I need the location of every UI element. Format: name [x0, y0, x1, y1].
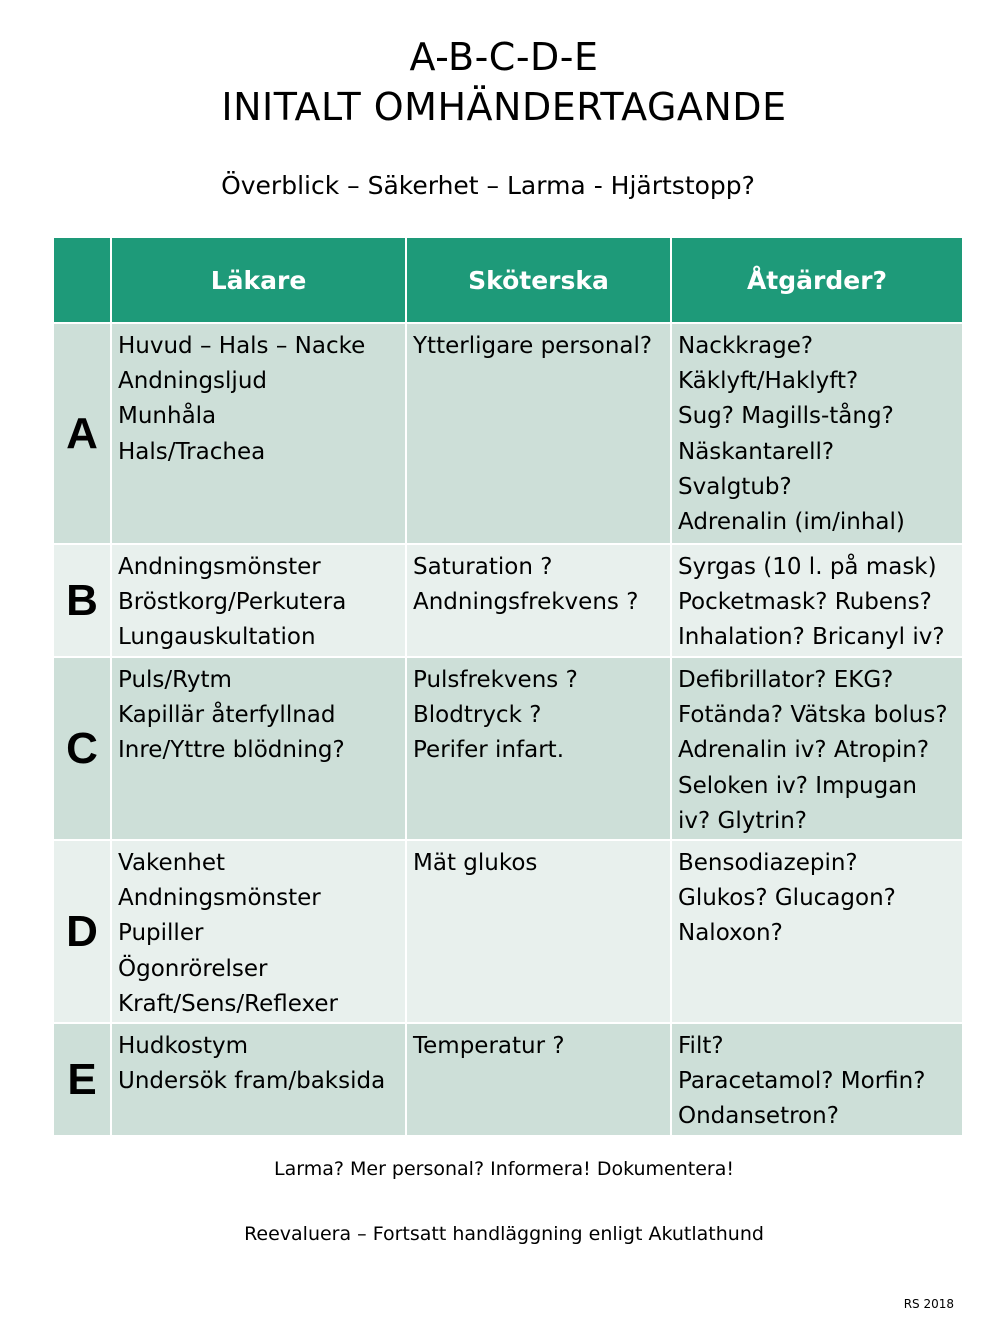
- cell-line: Pupiller: [118, 920, 204, 947]
- cell-line: Munhåla: [118, 403, 217, 430]
- cell-line: Näskantarell?: [678, 438, 835, 465]
- cell-line: Andningsljud: [118, 368, 267, 395]
- atgarder-cell: [671, 657, 963, 840]
- lakare-cell: [111, 1023, 406, 1136]
- table-row: [53, 1023, 963, 1136]
- skoterska-cell: [406, 544, 671, 657]
- cell-line: Vakenhet: [118, 850, 226, 877]
- overview-text: Överblick – Säkerhet – Larma - Hjärtstopp?: [221, 171, 755, 200]
- lakare-cell: [111, 544, 406, 657]
- header-empty-cell: [53, 237, 111, 323]
- header-lakare: Läkare: [111, 237, 406, 323]
- cell-line: Perifer infart.: [413, 737, 565, 764]
- cell-line: Puls/Rytm: [118, 667, 232, 693]
- cell-line: Sug? Magills-tång?: [678, 403, 894, 430]
- cell-line: Lungauskultation: [118, 624, 316, 651]
- cell-line: Andningsmönster: [118, 554, 321, 580]
- lakare-cell: [111, 323, 406, 544]
- cell-line: Kapillär återfyllnad: [118, 702, 336, 729]
- abcde-table: [52, 236, 964, 1137]
- atgarder-cell: [671, 544, 963, 657]
- row-letter: D: [53, 840, 111, 1023]
- cell-line: Mät glukos: [413, 850, 538, 877]
- skoterska-cell: [406, 1023, 671, 1136]
- cell-line: Käklyft/Haklyft?: [678, 368, 859, 395]
- cell-line: Blodtryck ?: [413, 702, 542, 729]
- row-letter: C: [53, 657, 111, 840]
- cell-line: Syrgas (10 l. på mask): [678, 554, 937, 580]
- table-row: [53, 323, 963, 544]
- header-atgarder: Åtgärder?: [671, 237, 963, 323]
- cell-line: Andningsfrekvens ?: [413, 589, 639, 616]
- table-row: [53, 840, 963, 1023]
- header-skoterska: Sköterska: [406, 237, 671, 323]
- cell-line: Hudkostym: [118, 1033, 249, 1060]
- lakare-cell: [111, 657, 406, 840]
- cell-line: Andningsmönster: [118, 885, 321, 912]
- skoterska-cell: [406, 657, 671, 840]
- footer-reevaluate: Reevaluera – Fortsatt handläggning enligt Akutlathund: [244, 1223, 764, 1245]
- table-header-row: [53, 237, 963, 323]
- cell-line: Ondansetron?: [678, 1103, 839, 1130]
- table-row: [53, 544, 963, 657]
- row-letter: B: [53, 544, 111, 657]
- row-letter: A: [53, 323, 111, 544]
- credit-label: RS 2018: [903, 1297, 954, 1311]
- cell-line: Seloken iv? Impugan: [678, 772, 917, 799]
- cell-line: Glukos? Glucagon?: [678, 885, 896, 912]
- cell-line: Temperatur ?: [413, 1033, 565, 1060]
- atgarder-cell: [671, 1023, 963, 1136]
- cell-line: Kraft/Sens/Reflexer: [118, 990, 338, 1017]
- cell-line: Undersök fram/baksida: [118, 1068, 386, 1095]
- table-row: [53, 657, 963, 840]
- page-title: A-B-C-D-E: [409, 35, 599, 79]
- skoterska-cell: [406, 840, 671, 1023]
- cell-line: Svalgtub?: [678, 473, 792, 500]
- cell-line: Inre/Yttre blödning?: [118, 737, 345, 764]
- cell-line: Paracetamol? Morfin?: [678, 1068, 926, 1095]
- cell-line: Huvud – Hals – Nacke: [118, 333, 366, 359]
- cell-line: Defibrillator? EKG?: [678, 667, 894, 693]
- cell-line: Ytterligare personal?: [413, 333, 653, 359]
- cell-line: Pulsfrekvens ?: [413, 667, 578, 693]
- cell-line: Adrenalin (im/inhal): [678, 509, 905, 536]
- cell-line: Adrenalin iv? Atropin?: [678, 737, 930, 764]
- atgarder-cell: [671, 323, 963, 544]
- cell-line: Filt?: [678, 1033, 724, 1060]
- cell-line: iv? Glytrin?: [678, 807, 807, 834]
- cell-line: Saturation ?: [413, 554, 553, 580]
- row-letter: E: [53, 1023, 111, 1136]
- skoterska-cell: [406, 323, 671, 544]
- overview-line: [0, 168, 1008, 204]
- cell-line: Ögonrörelser: [118, 955, 268, 982]
- cell-line: Bensodiazepin?: [678, 850, 858, 877]
- cell-line: Fotända? Vätska bolus?: [678, 702, 948, 729]
- cell-line: Bröstkorg/Perkutera: [118, 589, 347, 616]
- cell-line: Hals/Trachea: [118, 438, 266, 465]
- cell-line: Naloxon?: [678, 920, 783, 947]
- cell-line: Nackkrage?: [678, 333, 814, 359]
- lakare-cell: [111, 840, 406, 1023]
- cell-line: Pocketmask? Rubens?: [678, 589, 932, 616]
- page-title-subline: INITALT OMHÄNDERTAGANDE: [221, 85, 787, 129]
- atgarder-cell: [671, 840, 963, 1023]
- footer-reminder: Larma? Mer personal? Informera! Dokumentera!: [274, 1158, 734, 1180]
- cell-line: Inhalation? Bricanyl iv?: [678, 624, 945, 651]
